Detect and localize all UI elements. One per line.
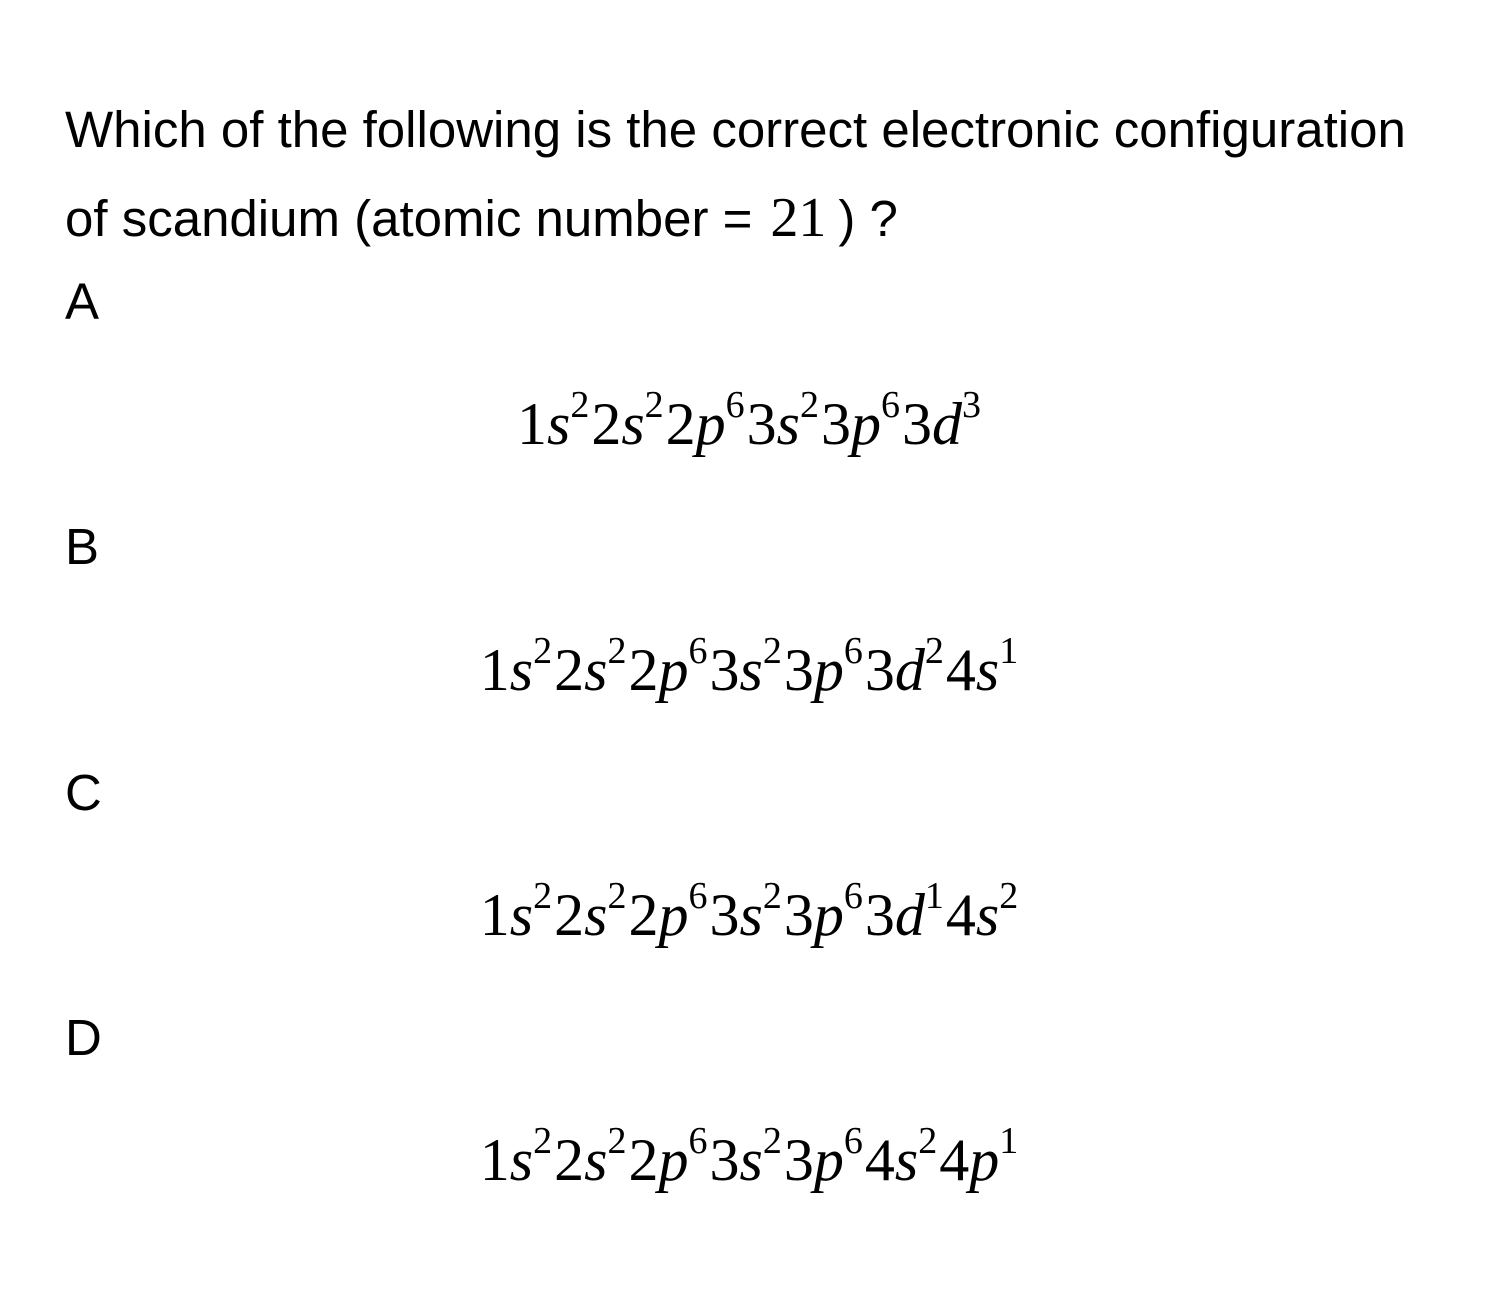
subshell-letter: p: [658, 637, 689, 703]
shell-number: 3: [864, 882, 895, 948]
subshell-letter: p: [851, 391, 882, 457]
shell-number: 2: [628, 882, 659, 948]
electron-count: 6: [843, 875, 863, 917]
subshell-letter: s: [975, 637, 1000, 703]
electron-count: 2: [533, 630, 553, 672]
atomic-number: 21: [770, 187, 827, 249]
shell-number: 4: [945, 637, 976, 703]
option-c-label[interactable]: C: [65, 764, 102, 821]
orbital-term: [709, 630, 784, 703]
subshell-letter: s: [509, 882, 534, 948]
orbital-term: [709, 875, 784, 948]
orbital-term: [864, 1120, 939, 1193]
subshell-letter: p: [813, 882, 844, 948]
subshell-letter: p: [695, 391, 726, 457]
shell-number: 2: [591, 391, 622, 457]
orbital-term: [628, 630, 710, 703]
electron-count: 2: [607, 875, 627, 917]
electron-count: 2: [924, 630, 944, 672]
electron-count: 6: [843, 630, 863, 672]
electron-count: 6: [688, 875, 708, 917]
electron-count: 6: [843, 1120, 863, 1162]
subshell-letter: s: [509, 1127, 534, 1193]
orbital-term: [665, 384, 747, 457]
subshell-letter: s: [776, 391, 801, 457]
electron-count: 2: [918, 1120, 938, 1162]
orbital-term: [783, 630, 865, 703]
electron-count: 3: [962, 384, 982, 426]
orbital-term: [939, 1120, 1020, 1193]
question-text-before: Which of the following is the correct electronic configuration of scandium (atomic number =: [65, 101, 1406, 247]
option-b-label[interactable]: B: [65, 518, 100, 575]
orbital-term: [479, 875, 554, 948]
subshell-letter: p: [658, 1127, 689, 1193]
option-a-formula[interactable]: [0, 384, 1500, 464]
subshell-letter: s: [584, 637, 608, 703]
shell-number: 2: [628, 637, 659, 703]
electron-count: 2: [762, 630, 782, 672]
subshell-letter: d: [894, 637, 925, 703]
subshell-letter: p: [813, 1127, 844, 1193]
orbital-term: [709, 1120, 784, 1193]
subshell-letter: s: [894, 1127, 919, 1193]
shell-number: 3: [902, 391, 933, 457]
electron-count: 2: [999, 875, 1019, 917]
orbital-term: [821, 384, 902, 457]
electron-count: 2: [533, 875, 553, 917]
electron-count: 2: [533, 1120, 553, 1162]
electron-count: 6: [725, 384, 745, 426]
electron-count: 2: [762, 875, 782, 917]
orbital-term: [864, 875, 946, 948]
subshell-letter: p: [658, 882, 689, 948]
electron-count: 2: [800, 384, 820, 426]
orbital-term: [516, 384, 591, 457]
shell-number: 2: [628, 1127, 659, 1193]
shell-number: 4: [939, 1127, 970, 1193]
shell-number: 3: [709, 1127, 740, 1193]
shell-number: 1: [479, 637, 510, 703]
orbital-term: [554, 630, 628, 703]
shell-number: 2: [665, 391, 696, 457]
subshell-letter: d: [894, 882, 925, 948]
shell-number: 3: [821, 391, 852, 457]
orbital-term: [864, 630, 946, 703]
subshell-letter: s: [546, 391, 571, 457]
electron-count: 6: [881, 384, 901, 426]
shell-number: 2: [554, 882, 585, 948]
electron-count: 6: [688, 1120, 708, 1162]
orbital-term: [945, 630, 1020, 703]
option-c-formula[interactable]: [0, 875, 1500, 955]
subshell-letter: p: [813, 637, 844, 703]
subshell-letter: p: [969, 1127, 1000, 1193]
question-text-after: ) ?: [838, 190, 898, 247]
orbital-term: [628, 875, 710, 948]
electron-count: 6: [688, 630, 708, 672]
orbital-term: [554, 1120, 628, 1193]
shell-number: 3: [783, 1127, 814, 1193]
shell-number: 3: [709, 637, 740, 703]
electron-count: 2: [607, 1120, 627, 1162]
shell-number: 2: [554, 1127, 585, 1193]
orbital-term: [945, 875, 1020, 948]
subshell-letter: s: [739, 1127, 763, 1193]
shell-number: 3: [783, 637, 814, 703]
orbital-term: [479, 630, 554, 703]
orbital-term: [554, 875, 628, 948]
electron-count: 2: [644, 384, 664, 426]
option-d-label[interactable]: D: [65, 1009, 102, 1066]
question-text: [65, 86, 1445, 263]
subshell-letter: s: [621, 391, 645, 457]
orbital-term: [479, 1120, 554, 1193]
shell-number: 3: [746, 391, 777, 457]
option-b-formula[interactable]: [0, 630, 1500, 710]
option-d-formula[interactable]: [0, 1120, 1500, 1200]
orbital-term: [783, 1120, 865, 1193]
orbital-term: [591, 384, 665, 457]
subshell-letter: s: [739, 637, 763, 703]
shell-number: 1: [479, 1127, 510, 1193]
orbital-term: [628, 1120, 710, 1193]
subshell-letter: s: [509, 637, 534, 703]
orbital-term: [746, 384, 821, 457]
orbital-term: [902, 384, 983, 457]
electron-count: 1: [999, 1120, 1019, 1162]
subshell-letter: s: [584, 1127, 608, 1193]
shell-number: 4: [864, 1127, 895, 1193]
orbital-term: [783, 875, 865, 948]
shell-number: 3: [864, 637, 895, 703]
shell-number: 4: [945, 882, 976, 948]
shell-number: 3: [783, 882, 814, 948]
subshell-letter: s: [584, 882, 608, 948]
electron-count: 1: [924, 875, 944, 917]
subshell-letter: d: [932, 391, 963, 457]
electron-count: 1: [999, 630, 1019, 672]
subshell-letter: s: [975, 882, 1000, 948]
shell-number: 1: [516, 391, 547, 457]
electron-count: 2: [570, 384, 590, 426]
electron-count: 2: [607, 630, 627, 672]
subshell-letter: s: [739, 882, 763, 948]
shell-number: 3: [709, 882, 740, 948]
shell-number: 1: [479, 882, 510, 948]
shell-number: 2: [554, 637, 585, 703]
electron-count: 2: [762, 1120, 782, 1162]
option-a-label[interactable]: A: [65, 273, 100, 330]
